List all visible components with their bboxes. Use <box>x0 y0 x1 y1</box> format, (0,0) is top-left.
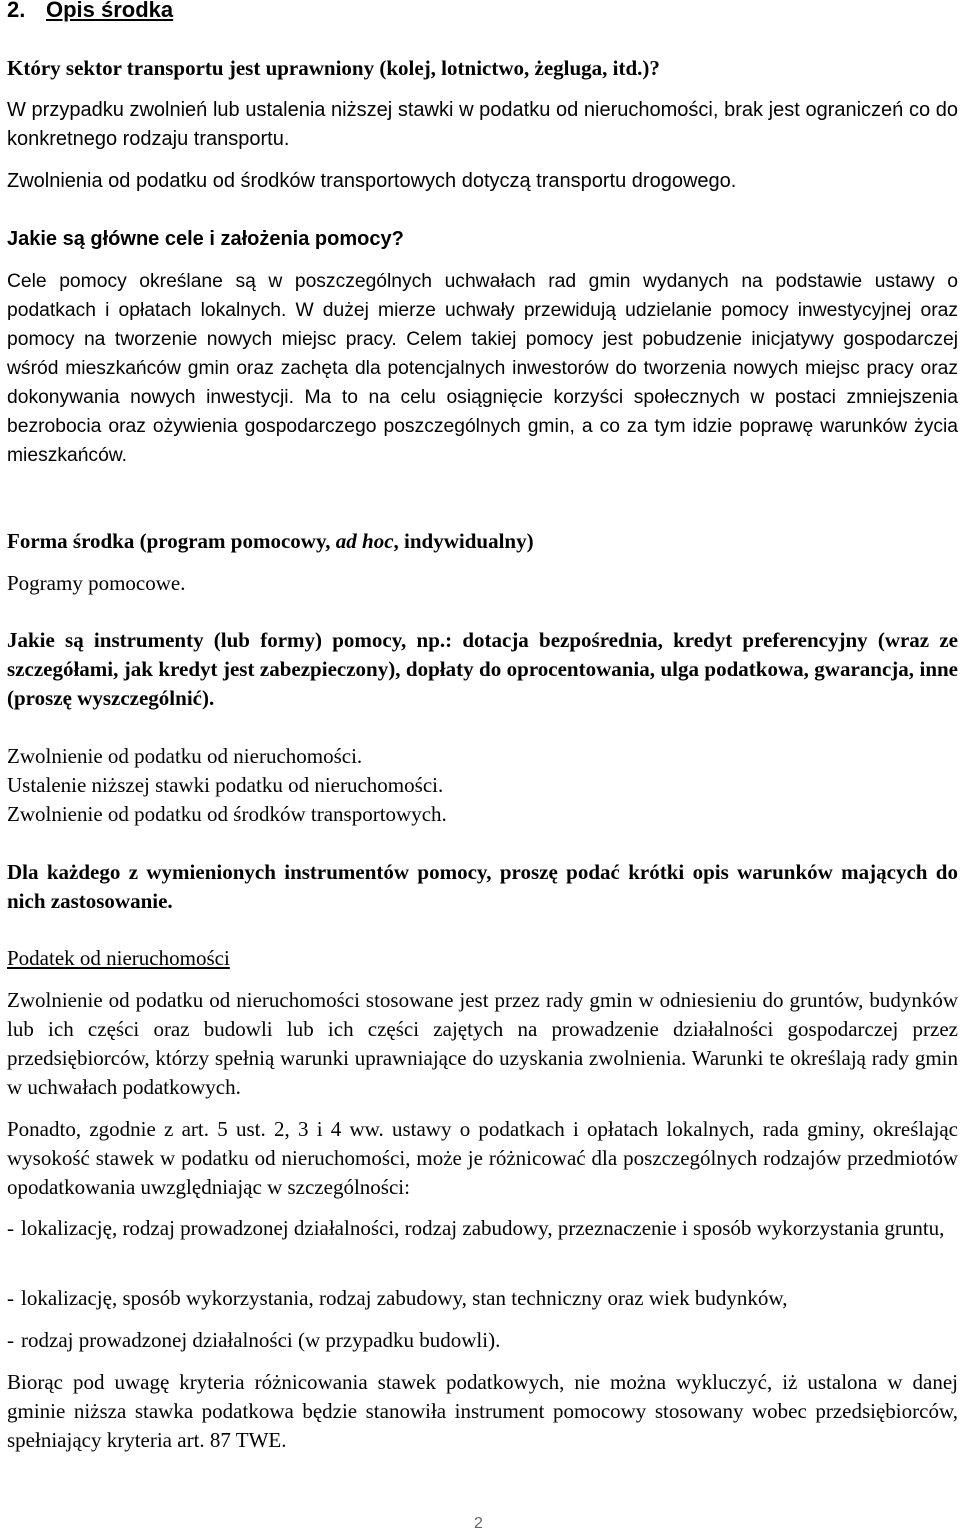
answer-transport-sector-2: Zwolnienia od podatku od środków transportowych dotyczą transportu drogowego. <box>7 170 737 192</box>
question-form-before: Forma środka (program pomocowy, <box>7 529 336 553</box>
paragraph-moreover: Ponadto, zgodnie z art. 5 ust. 2, 3 i 4 ww. ustawy o podatkach i opłatach lokalnych, rada gminy, określając wysokość stawek w podatku od nieruchomości, może je różnicować dla poszczególnych rodzajów przedmiotów opodatkowania uwzględniając w szczególności: <box>7 1117 958 1199</box>
list-dash: - <box>7 1286 14 1310</box>
criteria-text: rodzaj prowadzonej działalności (w przypadku budowli). <box>21 1328 501 1352</box>
question-form-italic: ad hoc <box>335 529 394 553</box>
criteria-list-item <box>7 1284 958 1313</box>
criteria-text: lokalizację, rodzaj prowadzonej działalności, rodzaj zabudowy, przeznaczenie i sposób wykorzystania gruntu, <box>21 1216 945 1240</box>
instrument-item: Ustalenie niższej stawki podatku od nieruchomości. <box>7 773 444 797</box>
question-instruments: Jakie są instrumenty (lub formy) pomocy, np.: dotacja bezpośrednia, kredyt preferencyjny (wraz ze szczegółami, jak kredyt jest zabezpieczony), dopłaty do oprocentowania, ulga podatkowa, gwarancja, inne (proszę wyszczególnić). <box>7 628 958 710</box>
question-main-goals: Jakie są główne cele i założenia pomocy? <box>7 228 404 250</box>
list-dash: - <box>7 1216 14 1240</box>
subheading-property-tax: Podatek od nieruchomości <box>7 946 230 970</box>
paragraph-final: Biorąc pod uwagę kryteria różnicowania stawek podatkowych, nie można wykluczyć, iż ustalona w danej gminie niższa stawka podatkowa będzie stanowiła instrument pomocowy stosowany wobec przedsiębiorców, spełniający kryteria art. 87 TWE. <box>7 1370 958 1452</box>
section-title: Opis środka <box>46 0 174 22</box>
instrument-item: Zwolnienie od podatku od środków transportowych. <box>7 802 447 826</box>
section-number: 2. <box>7 0 26 22</box>
answer-main-goals: Cele pomocy określane są w poszczególnych uchwałach rad gmin wydanych na podstawie ustawy o podatkach i opłatach lokalnych. W dużej mierze uchwały przewidują udzielanie pomocy inwestycyjnej oraz pomocy na tworzenie nowych miejsc pracy. Celem takiej pomocy jest pobudzenie inicjatywy gospodarczej wśród mieszkańców gmin oraz zachęta dla potencjalnych inwestorów do tworzenia nowych miejsc pracy oraz dokonywania nowych inwestycji. Ma to na celu osiągnięcie korzyści społecznych w postaci zmniejszenia bezrobocia oraz ożywienia gospodarczego poszczególnych gmin, a co za tym idzie poprawę warunków życia mieszkańców. <box>7 271 958 466</box>
paragraph-exemption: Zwolnienie od podatku od nieruchomości stosowane jest przez rady gmin w odniesieniu do gruntów, budynków lub ich części oraz budowli lub ich części zajętych na prowadzenie działalności gospodarczej przez przedsiębiorców, którzy spełnią warunki uprawniające do uzyskania zwolnienia. Warunki te określają rady gmin w uchwałach podatkowych. <box>7 988 958 1099</box>
list-dash: - <box>7 1328 14 1352</box>
question-conditions: Dla każdego z wymienionych instrumentów pomocy, proszę podać krótki opis warunków mających do nich zastosowanie. <box>7 860 958 913</box>
criteria-list-item <box>7 1214 958 1243</box>
answer-transport-sector-1: W przypadku zwolnień lub ustalenia niższej stawki w podatku od nieruchomości, brak jest ograniczeń co do konkretnego rodzaju transportu. <box>7 99 958 150</box>
page-number: 2 <box>474 1515 483 1532</box>
criteria-list-item <box>7 1326 958 1355</box>
criteria-text: lokalizację, sposób wykorzystania, rodzaj zabudowy, stan techniczny oraz wiek budynków, <box>21 1286 788 1310</box>
instrument-item: Zwolnienie od podatku od nieruchomości. <box>7 744 363 768</box>
question-transport-sector: Który sektor transportu jest uprawniony (kolej, lotnictwo, żegluga, itd.)? <box>7 56 660 80</box>
question-form <box>7 527 958 556</box>
question-form-after: , indywidualny) <box>393 529 534 553</box>
answer-form: Pogramy pomocowe. <box>7 571 186 595</box>
